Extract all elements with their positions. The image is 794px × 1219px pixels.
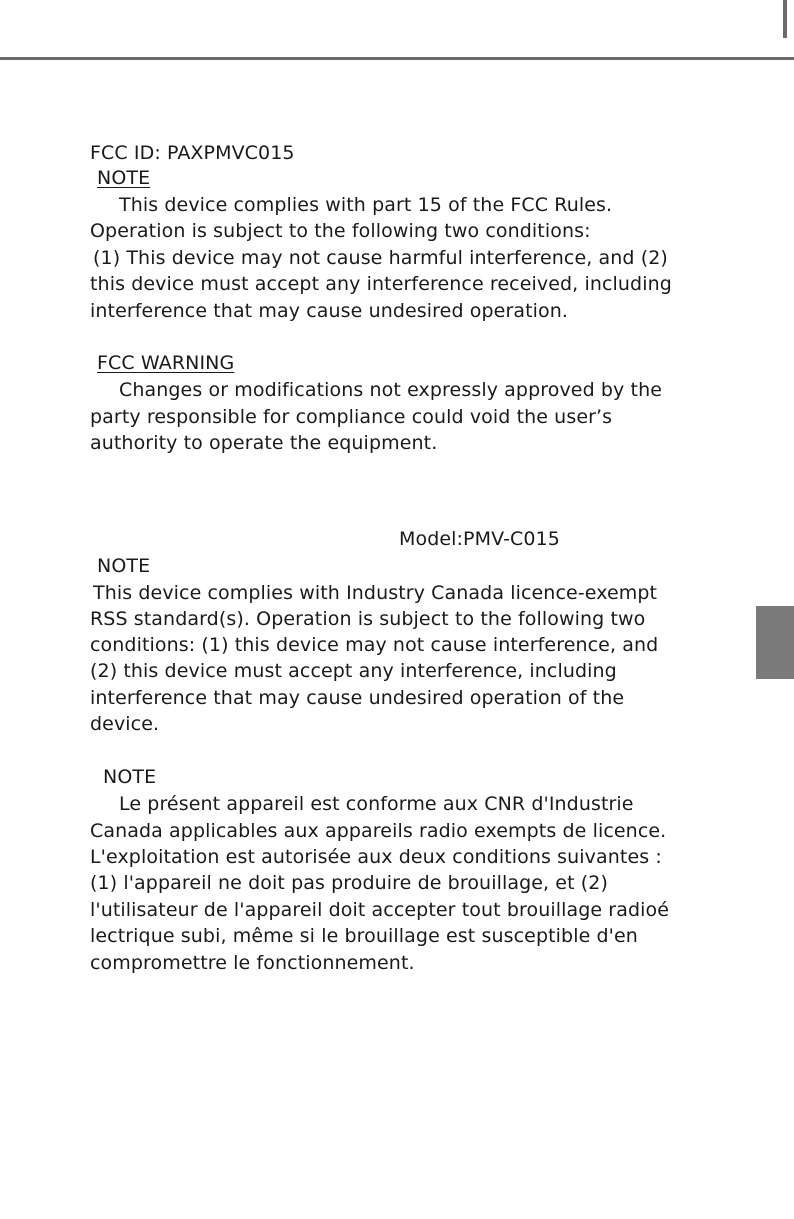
canada-note-line-fr: lectrique subi, même si le brouillage est susceptible d'en: [90, 925, 638, 947]
canada-note-line-fr: L'exploitation est autorisée aux deux conditions suivantes :: [90, 846, 662, 868]
fcc-note-heading: NOTE: [97, 167, 151, 189]
canada-note-line-fr: Le présent appareil est conforme aux CNR d'Industrie: [119, 793, 634, 815]
canada-note-line-fr: (1) l'appareil ne doit pas produire de brouillage, et (2): [90, 872, 609, 894]
fcc-warning-line: authority to operate the equipment.: [90, 432, 438, 454]
fcc-note-line: this device must accept any interference received, including: [90, 273, 672, 295]
canada-note-line-en: device.: [90, 713, 160, 735]
fcc-note-line: Operation is subject to the following two conditions:: [90, 220, 591, 242]
canada-note-line-fr: compromettre le fonctionnement.: [90, 952, 415, 974]
model-number: Model:PMV-C015: [399, 528, 560, 550]
fcc-note-line: (1) This device may not cause harmful interference, and (2): [93, 247, 668, 269]
fcc-warning-heading: FCC WARNING: [97, 352, 235, 374]
fcc-note-line: This device complies with part 15 of the FCC Rules.: [119, 194, 613, 216]
canada-note-line-en: conditions: (1) this device may not cause interference, and: [90, 634, 659, 656]
canada-note-line-fr: l'utilisateur de l'appareil doit accepter tout brouillage radioé: [90, 899, 670, 921]
canada-note-line-en: interference that may cause undesired operation of the: [90, 687, 625, 709]
fcc-id: FCC ID: PAXPMVC015: [90, 142, 295, 164]
canada-note-line-en: RSS standard(s). Operation is subject to the following two: [90, 608, 646, 630]
fcc-warning-line: party responsible for compliance could void the user’s: [90, 406, 613, 428]
fcc-note-line: interference that may cause undesired operation.: [90, 300, 569, 322]
canada-note-line-fr: Canada applicables aux appareils radio exempts de licence.: [90, 820, 667, 842]
section-edge-tab: [756, 606, 794, 679]
canada-note-line-en: (2) this device must accept any interference, including: [90, 660, 617, 682]
header-rule: [0, 57, 794, 60]
canada-note-heading-en: NOTE: [97, 555, 151, 577]
fcc-warning-line: Changes or modifications not expressly approved by the: [119, 379, 663, 401]
canada-note-line-en: This device complies with Industry Canada licence-exempt: [93, 582, 658, 604]
crop-mark: [783, 0, 787, 38]
canada-note-heading-fr: NOTE: [103, 766, 157, 788]
